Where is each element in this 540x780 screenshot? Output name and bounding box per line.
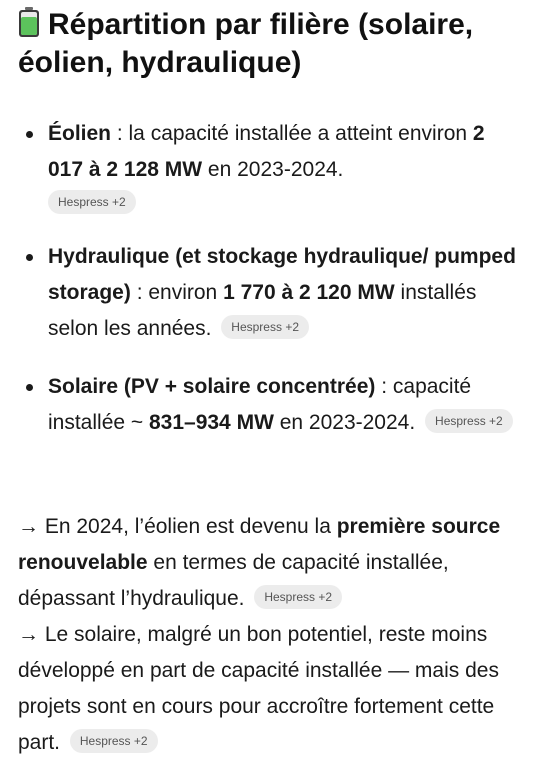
section-heading-text: Répartition par filière (solaire, éolien, hydraulique) [18, 8, 474, 79]
bullet-value: 1 770 à 2 120 MW [223, 281, 395, 304]
bullet-text: installés selon les années. [48, 281, 477, 340]
source-chip[interactable]: Hespress +2 [70, 729, 158, 753]
bullet-term: Éolien [48, 122, 112, 145]
battery-icon [18, 7, 40, 37]
source-chip[interactable]: Hespress +2 [221, 315, 309, 339]
bullet-term: Solaire (PV + solaire concentrée) [48, 375, 376, 398]
section-heading [18, 6, 518, 82]
conclusion-paragraph-solar [18, 617, 523, 761]
bullet-text: : capacité installée ~ [48, 375, 472, 434]
source-chip[interactable]: Hespress +2 [425, 409, 513, 433]
conclusion-paragraph-wind [18, 509, 523, 617]
capacity-bullet-list [0, 116, 540, 441]
bullet-value: 831–934 MW [148, 411, 274, 434]
bullet-dot [26, 384, 33, 391]
bullet-term: Hydraulique (et stockage hydraulique/ pumped storage) [48, 245, 516, 304]
bullet-value: 2 017 à 2 128 MW [48, 122, 485, 181]
bullet-hydro [0, 239, 540, 347]
bullet-dot [26, 254, 33, 261]
bullet-wind [0, 116, 540, 214]
source-chip[interactable]: Hespress +2 [48, 190, 136, 214]
paragraph-emphasis: première source renouvelable [18, 515, 501, 574]
bullet-text: en 2023-2024. [202, 158, 344, 181]
source-chip[interactable]: Hespress +2 [254, 585, 342, 609]
bullet-dot [26, 131, 33, 138]
bullet-solar [0, 369, 540, 441]
paragraph-text: → En 2024, l’éolien est devenu la [18, 515, 337, 538]
bullet-text: : environ [130, 281, 224, 304]
bullet-text: : la capacité installée a atteint environ [111, 122, 473, 145]
bullet-text: en 2023-2024. [273, 411, 416, 434]
paragraph-text: en termes de capacité installée, dépassant l’hydraulique. [18, 551, 449, 610]
paragraph-text: → Le solaire, malgré un bon potentiel, reste moins développé en part de capacité installée — mais des projets sont en cours pour accroître fortement cette part. [18, 623, 499, 754]
